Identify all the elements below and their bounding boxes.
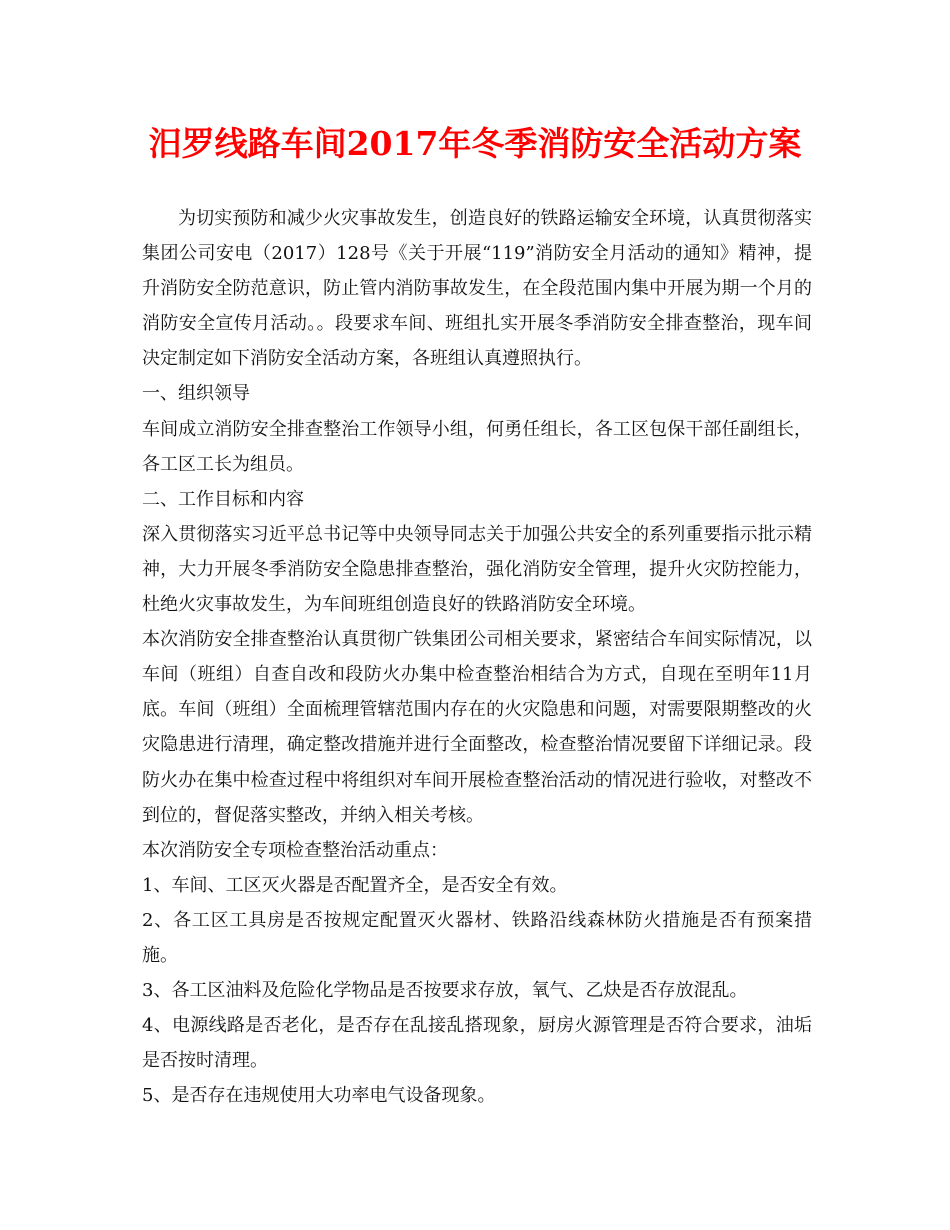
focus-item-3: 3、各工区油料及危险化学物品是否按要求存放，氧气、乙炔是否存放混乱。 [142,980,748,1002]
document-title: 汨罗线路车间2017年冬季消防安全活动方案 [148,124,802,163]
focus-item-4: 4、电源线路是否老化，是否存在乱接乱搭现象，厨房火源管理是否符合要求，油垢是否按时清理。 [142,1015,812,1072]
focus-heading: 本次消防安全专项检查整治活动重点： [142,839,448,861]
focus-item-2: 2、各工区工具房是否按规定配置灭火器材、铁路沿线森林防火措施是否有预案措施。 [142,909,812,966]
section-heading-goals: 二、工作目标和内容 [142,488,304,510]
section-heading-organization: 一、组织领导 [142,383,250,405]
focus-item-1: 1、车间、工区灭火器是否配置齐全，是否安全有效。 [142,874,568,896]
document-body [142,201,812,1113]
organization-paragraph: 车间成立消防安全排查整治工作领导小组，何勇任组长，各工区包保干部任副组长，各工区工长为组员。 [142,418,812,475]
focus-item-5: 5、是否存在违规使用大功率电气设备现象。 [142,1085,496,1107]
intro-paragraph: 为切实预防和减少火灾事故发生，创造良好的铁路运输安全环境，认真贯彻落实集团公司安电（2017）128号《关于开展“119”消防安全月活动的通知》精神，提升消防安全防范意识，防止管内消防事故发生，在全段范围内集中开展为期一个月的消防安全宣传月活动。。段要求车间、班组扎实开展冬季消防安全排查整治，现车间决定制定如下消防安全活动方案，各班组认真遵照执行。 [142,208,812,370]
scope-paragraph: 本次消防安全排查整治认真贯彻广铁集团公司相关要求，紧密结合车间实际情况，以车间（班组）自查自改和段防火办集中检查整治相结合为方式，自现在至明年11月底。车间（班组）全面梳理管辖范围内存在的火灾隐患和问题，对需要限期整改的火灾隐患进行清理，确定整改措施并进行全面整改，检查整治情况要留下详细记录。段防火办在集中检查过程中将组织对车间开展检查整治活动的情况进行验收，对整改不到位的，督促落实整改，并纳入相关考核。 [142,629,812,826]
goals-paragraph: 深入贯彻落实习近平总书记等中央领导同志关于加强公共安全的系列重要指示批示精神，大力开展冬季消防安全隐患排查整治，强化消防安全管理，提升火灾防控能力，杜绝火灾事故发生，为车间班组创造良好的铁路消防安全环境。 [142,523,812,616]
